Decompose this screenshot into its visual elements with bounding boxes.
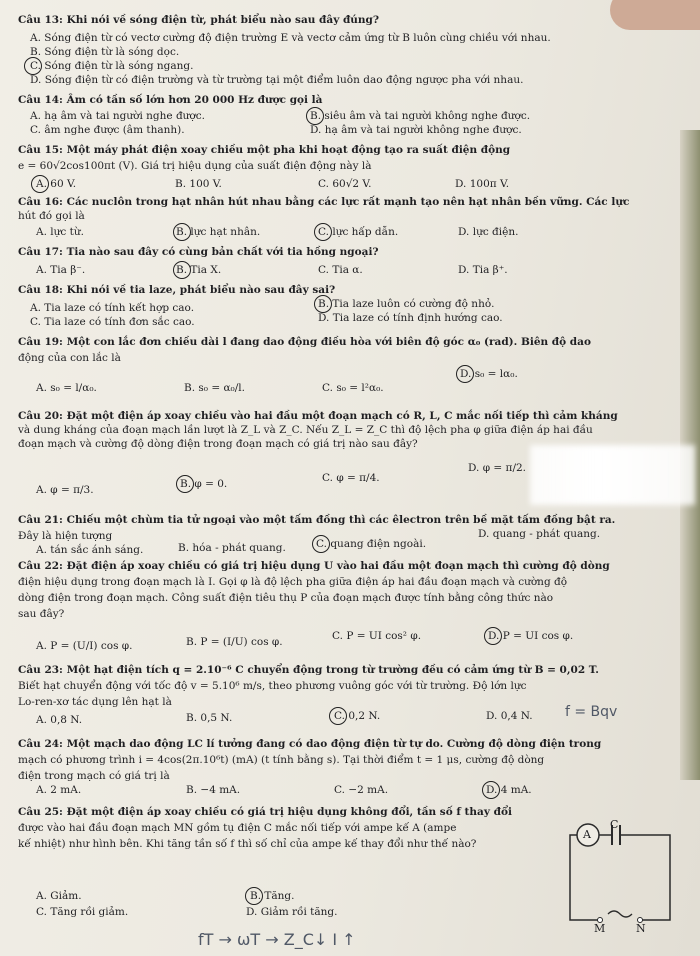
q22-option-a: A. P = (U/I) cos φ. bbox=[36, 640, 133, 652]
q20-option-a: A. φ = π/3. bbox=[36, 484, 94, 496]
answer-mark-q24 bbox=[482, 781, 500, 799]
handwritten-note-bottom: fT → ωT → Z_C↓ I ↑ bbox=[198, 930, 356, 949]
q15-option-d: D. 100π V. bbox=[455, 178, 510, 190]
q22-stem-line3: dòng điện trong đoạn mạch. Công suất điện tiêu thụ P của đoạn mạch được tính bằng công thức nào bbox=[18, 592, 554, 604]
q23-stem-line1: Câu 23: Một hạt điện tích q = 2.10⁻⁶ C chuyển động trong từ trường đều có cảm ứng từ B = 0,02 T. bbox=[18, 664, 599, 676]
q20-option-c: C. φ = π/4. bbox=[322, 472, 380, 484]
q13-option-b: B. Sóng điện từ là sóng dọc. bbox=[30, 46, 180, 58]
answer-mark-q23 bbox=[329, 707, 347, 725]
answer-mark-q22 bbox=[484, 627, 502, 645]
answer-mark-q17 bbox=[173, 261, 191, 279]
q15-stem-line2: e = 60√2cos100πt (V). Giá trị hiệu dụng của suất điện động này là bbox=[18, 160, 372, 172]
handwritten-note-q23: f = Bqv bbox=[565, 704, 618, 720]
q22-option-d: D. P = UI cos φ. bbox=[488, 630, 574, 642]
q25-option-c: C. Tăng rồi giảm. bbox=[36, 906, 129, 918]
q14-stem: Câu 14: Âm có tần số lớn hơn 20 000 Hz được gọi là bbox=[18, 94, 323, 106]
q21-option-a: A. tán sắc ánh sáng. bbox=[36, 544, 144, 556]
ammeter-label: A bbox=[583, 828, 591, 841]
q20-option-b: B. φ = 0. bbox=[180, 478, 228, 490]
q20-option-d: D. φ = π/2. bbox=[468, 462, 527, 474]
q18-option-c: C. Tia laze có tính đơn sắc cao. bbox=[30, 316, 195, 328]
q22-stem-line2: điện hiệu dụng trong đoạn mạch là I. Gọi φ là độ lệch pha giữa điện áp hai đầu đoạn mạch và cường độ bbox=[18, 576, 568, 588]
answer-mark-q20 bbox=[176, 475, 194, 493]
terminal-n-label: N bbox=[636, 922, 646, 935]
q22-option-b: B. P = (I/U) cos φ. bbox=[186, 636, 283, 648]
q24-stem-line1: Câu 24: Một mạch dao động LC lí tưởng đang có dao động điện từ tự do. Cường độ dòng điện trong bbox=[18, 738, 602, 750]
q25-option-b: B. Tăng. bbox=[250, 890, 295, 902]
q22-option-c: C. P = UI cos² φ. bbox=[332, 630, 422, 642]
q20-stem-line1: Câu 20: Đặt một điện áp xoay chiều vào hai đầu một đoạn mạch có R, L, C mắc nối tiếp thì cảm kháng bbox=[18, 410, 618, 422]
capacitor-label: C bbox=[610, 818, 619, 831]
mark-q16-c bbox=[314, 223, 332, 241]
terminal-m-label: M bbox=[594, 922, 606, 935]
q16-option-d: D. lực điện. bbox=[458, 226, 519, 238]
q17-option-d: D. Tia β⁺. bbox=[458, 264, 508, 276]
q18-option-d: D. Tia laze có tính định hướng cao. bbox=[318, 312, 503, 324]
q24-stem-line3: điện trong mạch có giá trị là bbox=[18, 770, 170, 782]
q21-option-b: B. hóa - phát quang. bbox=[178, 542, 286, 554]
light-glare bbox=[530, 445, 695, 505]
answer-mark-q18 bbox=[314, 295, 332, 313]
q24-option-d: D. 4 mA. bbox=[486, 784, 532, 796]
circuit-wires bbox=[560, 820, 680, 930]
q18-option-a: A. Tia laze có tính kết hợp cao. bbox=[30, 302, 195, 314]
q21-option-c: C. quang điện ngoài. bbox=[316, 538, 427, 550]
q16-option-b: B. lực hạt nhân. bbox=[176, 226, 261, 238]
q21-stem-line1: Câu 21: Chiếu một chùm tia tử ngoại vào một tấm đồng thì các êlectron trên bề mặt tấm đồng bật ra. bbox=[18, 514, 616, 526]
q17-option-c: C. Tia α. bbox=[318, 264, 363, 276]
q19-option-d: D. s₀ = lα₀. bbox=[460, 368, 518, 380]
q23-stem-line3: Lo-ren-xơ tác dụng lên hạt là bbox=[18, 696, 172, 708]
q17-option-b: B. Tia X. bbox=[176, 264, 222, 276]
q24-option-c: C. −2 mA. bbox=[334, 784, 389, 796]
answer-mark-q25 bbox=[245, 887, 263, 905]
q14-option-b: B. siêu âm và tai người không nghe được. bbox=[310, 110, 531, 122]
q21-stem-line2: Đây là hiện tượng bbox=[18, 530, 113, 542]
answer-mark-q19 bbox=[456, 365, 474, 383]
q15-option-a: A. 60 V. bbox=[36, 178, 77, 190]
q17-option-a: A. Tia β⁻. bbox=[36, 264, 86, 276]
q25-stem-line3: kế nhiệt) như hình bên. Khi tăng tần số f thì số chỉ của ampe kế thay đổi như thế nào? bbox=[18, 838, 477, 850]
q16-stem-line1: Câu 16: Các nuclôn trong hạt nhân hút nhau bằng các lực rất mạnh tạo nên hạt nhân bền vững. Các lực bbox=[18, 196, 630, 208]
finger-shadow bbox=[610, 0, 700, 30]
q23-option-d: D. 0,4 N. bbox=[486, 710, 533, 722]
q25-stem-line2: được vào hai đầu đoạn mạch MN gồm tụ điện C mắc nối tiếp với ampe kế A (ampe bbox=[18, 822, 457, 834]
q22-stem-line4: sau đây? bbox=[18, 608, 65, 620]
answer-mark-q13 bbox=[24, 57, 42, 75]
q13-stem: Câu 13: Khi nói về sóng điện từ, phát biểu nào sau đây đúng? bbox=[18, 14, 380, 26]
q18-stem: Câu 18: Khi nói về tia laze, phát biểu nào sau đây sai? bbox=[18, 284, 336, 296]
q16-stem-line2: hút đó gọi là bbox=[18, 210, 85, 222]
q18-option-b: B. Tia laze luôn có cường độ nhỏ. bbox=[318, 298, 495, 310]
q23-option-a: A. 0,8 N. bbox=[36, 714, 83, 726]
q24-stem-line2: mạch có phương trình i = 4cos(2π.10⁶t) (mA) (t tính bằng s). Tại thời điểm t = 1 μs, cường độ dòng bbox=[18, 754, 545, 766]
q14-option-d: D. hạ âm và tai người không nghe được. bbox=[310, 124, 522, 136]
q21-option-d: D. quang - phát quang. bbox=[478, 528, 601, 540]
mark-q16-b bbox=[173, 223, 191, 241]
q19-stem-line1: Câu 19: Một con lắc đơn chiều dài l đang dao động điều hòa với biên độ góc α₀ (rad). Biên độ dao bbox=[18, 336, 591, 348]
q13-option-a: A. Sóng điện từ có vectơ cường độ điện trường E và vectơ cảm ứng từ B luôn cùng chiều với nhau. bbox=[30, 32, 551, 44]
q25-option-d: D. Giảm rồi tăng. bbox=[246, 906, 338, 918]
q23-option-c: C. 0,2 N. bbox=[334, 710, 381, 722]
q23-stem-line2: Biết hạt chuyển động với tốc độ v = 5.10⁶ m/s, theo phương vuông góc với từ trường. Độ lớn lực bbox=[18, 680, 527, 692]
answer-mark-q15 bbox=[31, 175, 49, 193]
q22-stem-line1: Câu 22: Đặt điện áp xoay chiều có giá trị hiệu dụng U vào hai đầu một đoạn mạch thì cường độ dòng bbox=[18, 560, 610, 572]
q16-option-c: C. lực hấp dẫn. bbox=[318, 226, 399, 238]
q16-option-a: A. lực từ. bbox=[36, 226, 84, 238]
q20-stem-line3: đoạn mạch và cường độ dòng điện trong đoạn mạch có giá trị nào sau đây? bbox=[18, 438, 418, 450]
q15-option-c: C. 60√2 V. bbox=[318, 178, 372, 190]
q19-option-c: C. s₀ = l²α₀. bbox=[322, 382, 384, 394]
q24-option-b: B. −4 mA. bbox=[186, 784, 241, 796]
q13-option-d: D. Sóng điện từ có điện trường và từ trường tại một điểm luôn dao động ngược pha với nhau. bbox=[30, 74, 524, 86]
q25-option-a: A. Giảm. bbox=[36, 890, 82, 902]
answer-mark-q14 bbox=[306, 107, 324, 125]
q19-option-b: B. s₀ = α₀/l. bbox=[184, 382, 245, 394]
q25-stem-line1: Câu 25: Đặt một điện áp xoay chiều có giá trị hiệu dụng không đổi, tần số f thay đổi bbox=[18, 806, 512, 818]
q19-stem-line2: động của con lắc là bbox=[18, 352, 121, 364]
q13-option-c: C. Sóng điện từ là sóng ngang. bbox=[30, 60, 194, 72]
q19-option-a: A. s₀ = l/α₀. bbox=[36, 382, 97, 394]
q20-stem-line2: và dung kháng của đoạn mạch lần lượt là Z_L và Z_C. Nếu Z_L = Z_C thì độ lệch pha φ giữa điện áp hai đầu bbox=[18, 424, 593, 436]
q17-stem: Câu 17: Tia nào sau đây có cùng bản chất với tia hồng ngoại? bbox=[18, 246, 379, 258]
q14-option-c: C. âm nghe được (âm thanh). bbox=[30, 124, 185, 136]
q14-option-a: A. hạ âm và tai người nghe được. bbox=[30, 110, 205, 122]
q15-option-b: B. 100 V. bbox=[175, 178, 222, 190]
q23-option-b: B. 0,5 N. bbox=[186, 712, 233, 724]
q15-stem-line1: Câu 15: Một máy phát điện xoay chiều một pha khi hoạt động tạo ra suất điện động bbox=[18, 144, 511, 156]
answer-mark-q21 bbox=[312, 535, 330, 553]
q24-option-a: A. 2 mA. bbox=[36, 784, 82, 796]
